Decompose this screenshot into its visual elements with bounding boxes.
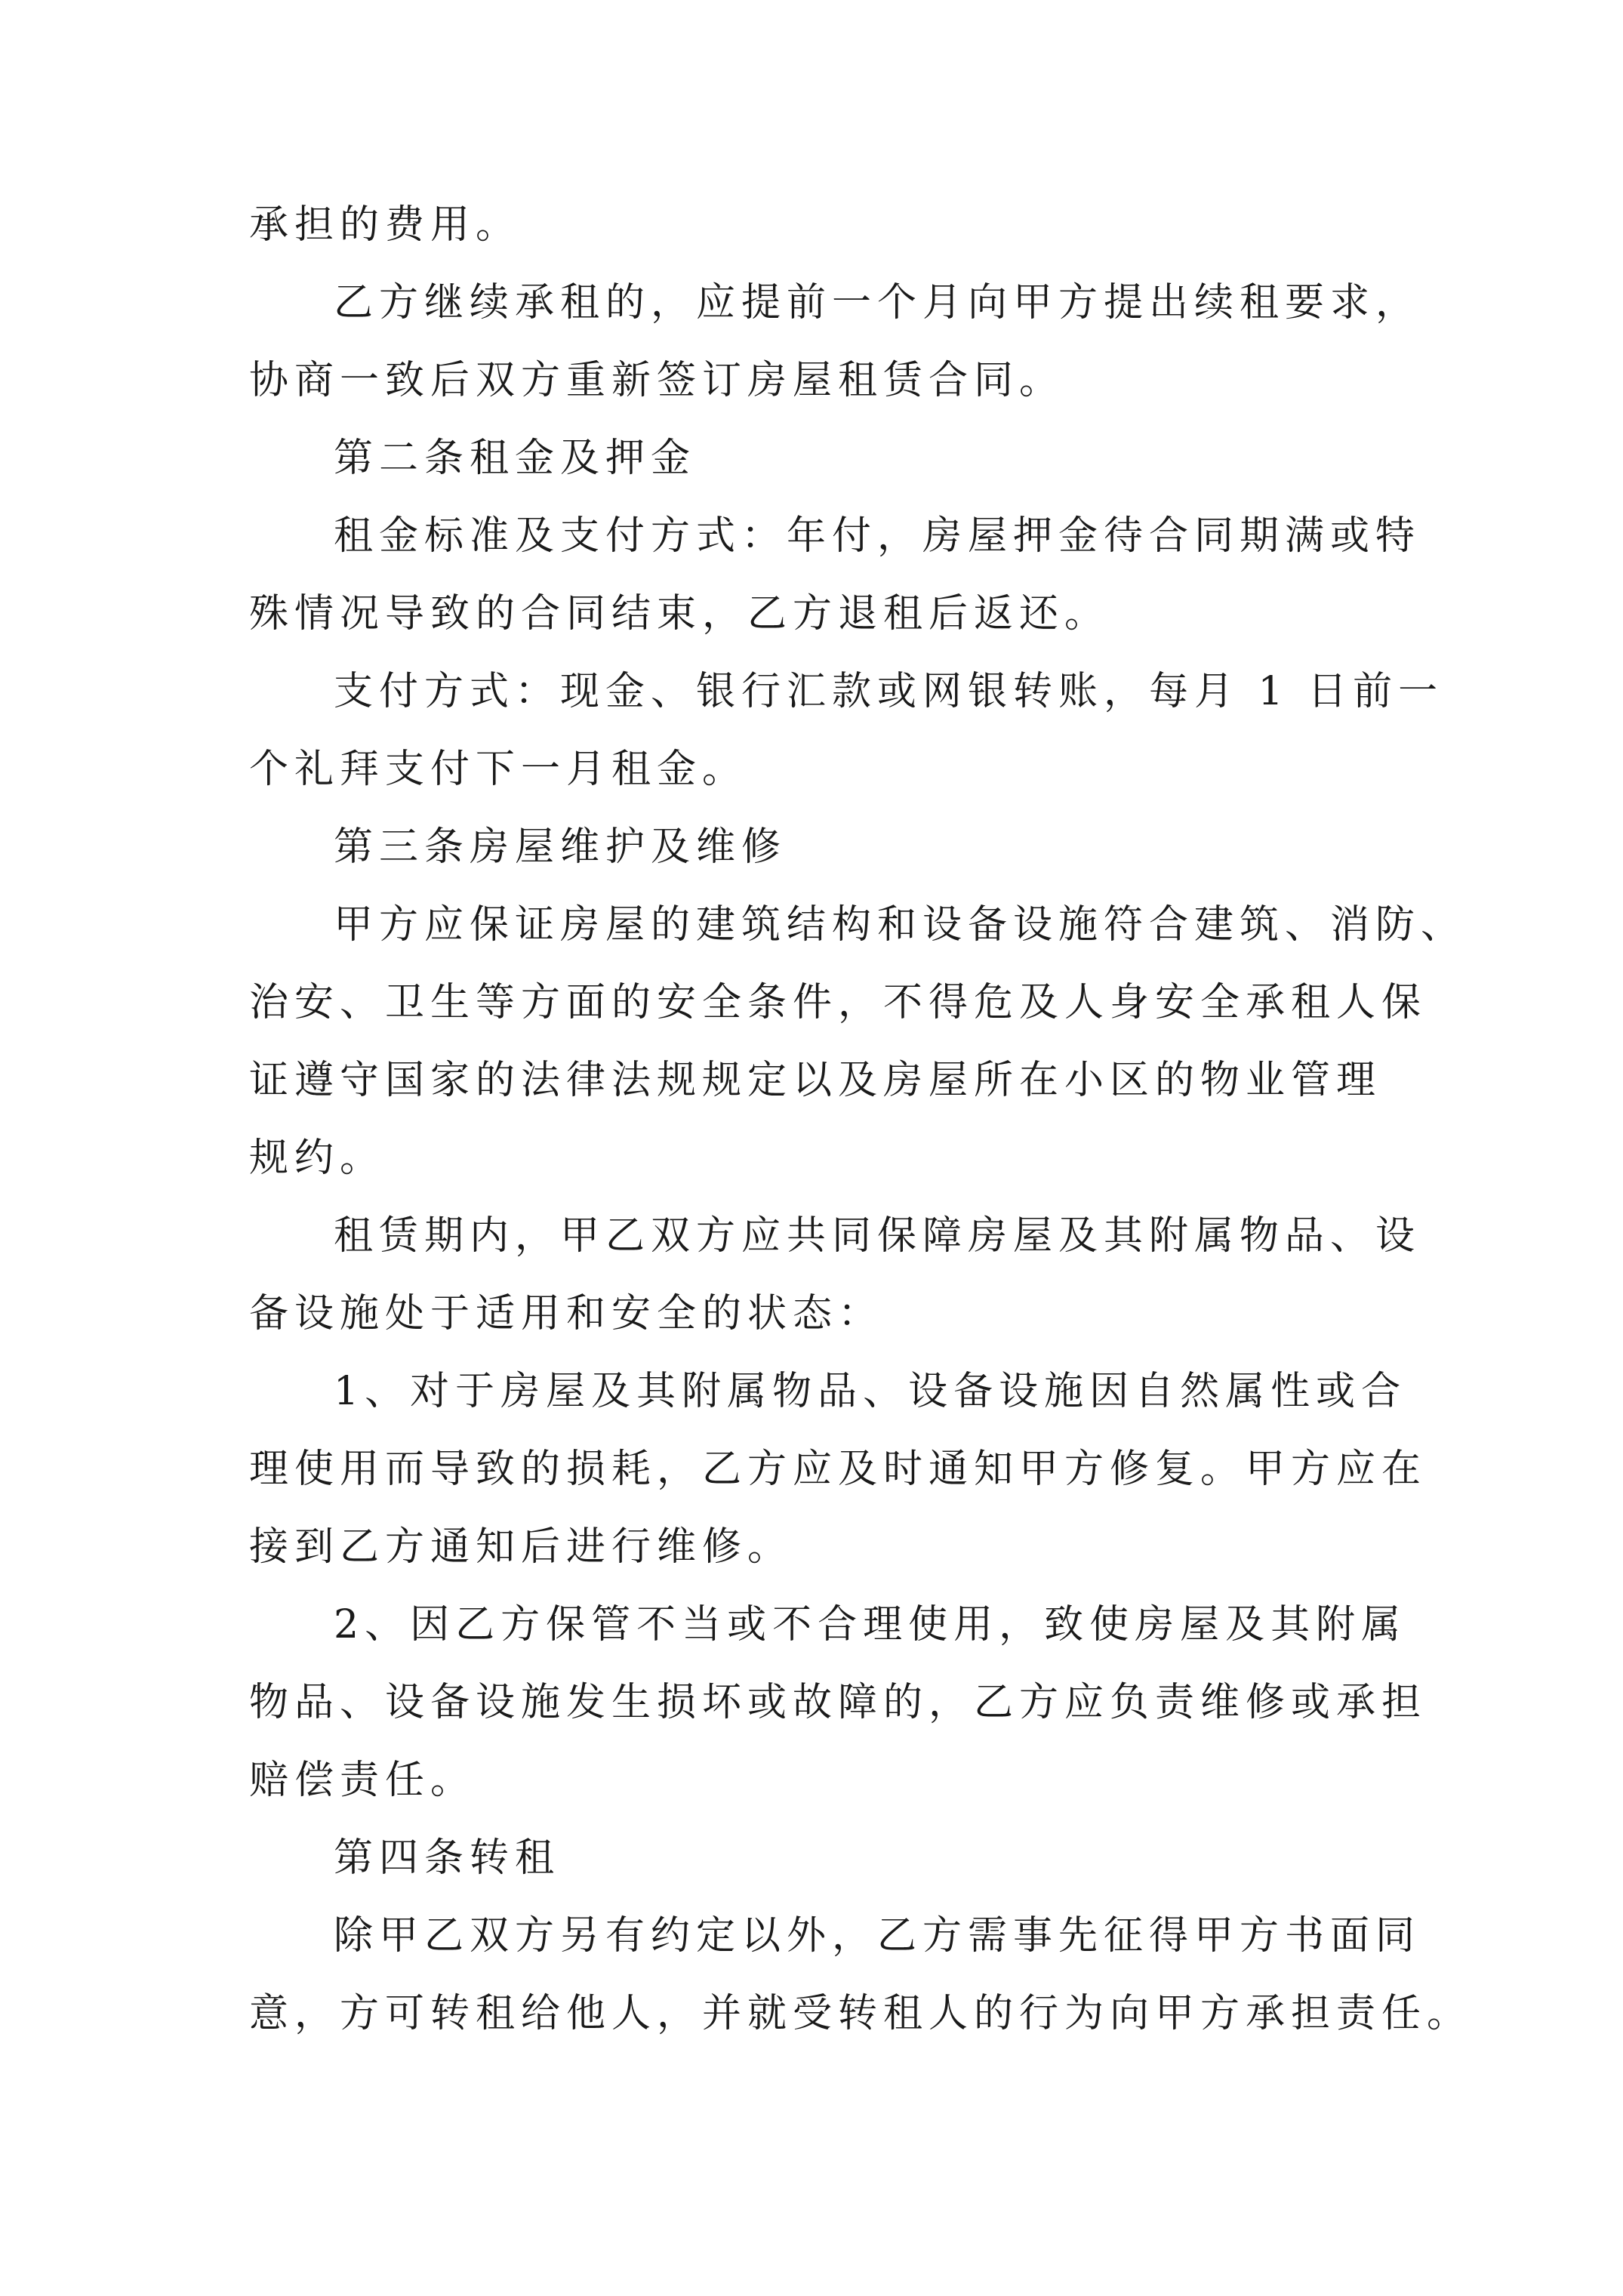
text-line-2: 乙方继续承租的，应提前一个月向甲方提出续租要求， (334, 280, 1421, 325)
text-line-3: 协商一致后双方重新签订房屋租赁合同。 (249, 358, 1065, 403)
text-line-24: 意，方可转租给他人，并就受转租人的行为向甲方承担责任。 (249, 1991, 1473, 2036)
text-line-15: 备设施处于适用和安全的状态： (249, 1291, 884, 1336)
text-line-21: 赔偿责任。 (249, 1758, 476, 1803)
text-line-18: 接到乙方通知后进行维修。 (249, 1524, 793, 1570)
text-line-1: 承担的费用。 (249, 202, 522, 248)
text-line-19: 2、因乙方保管不当或不合理使用，致使房屋及其附属 (334, 1602, 1407, 1647)
text-line-11: 治安、卫生等方面的安全条件，不得危及人身安全承租人保 (249, 980, 1427, 1025)
section-heading-article-2: 第二条租金及押金 (334, 436, 697, 481)
text-line-8: 个礼拜支付下一月租金。 (249, 747, 748, 792)
text-line-14: 租赁期内，甲乙双方应共同保障房屋及其附属物品、设 (334, 1213, 1421, 1259)
text-line-12: 证遵守国家的法律法规规定以及房屋所在小区的物业管理 (249, 1058, 1382, 1103)
text-line-20: 物品、设备设施发生损坏或故障的，乙方应负责维修或承担 (249, 1680, 1427, 1725)
text-line-7: 支付方式：现金、银行汇款或网银转账，每月 1 日前一 (334, 669, 1444, 714)
text-line-6: 殊情况导致的合同结束，乙方退租后返还。 (249, 591, 1110, 636)
text-line-5: 租金标准及支付方式：年付，房屋押金待合同期满或特 (334, 513, 1421, 559)
section-heading-article-4: 第四条转租 (334, 1835, 561, 1881)
text-line-23: 除甲乙双方另有约定以外，乙方需事先征得甲方书面同 (334, 1913, 1421, 1959)
text-line-16: 1、对于房屋及其附属物品、设备设施因自然属性或合 (334, 1369, 1407, 1414)
text-line-17: 理使用而导致的损耗，乙方应及时通知甲方修复。甲方应在 (249, 1447, 1427, 1492)
text-line-13: 规约。 (249, 1136, 386, 1181)
section-heading-article-3: 第三条房屋维护及维修 (334, 824, 787, 870)
text-line-10: 甲方应保证房屋的建筑结构和设备设施符合建筑、消防、 (334, 902, 1467, 948)
